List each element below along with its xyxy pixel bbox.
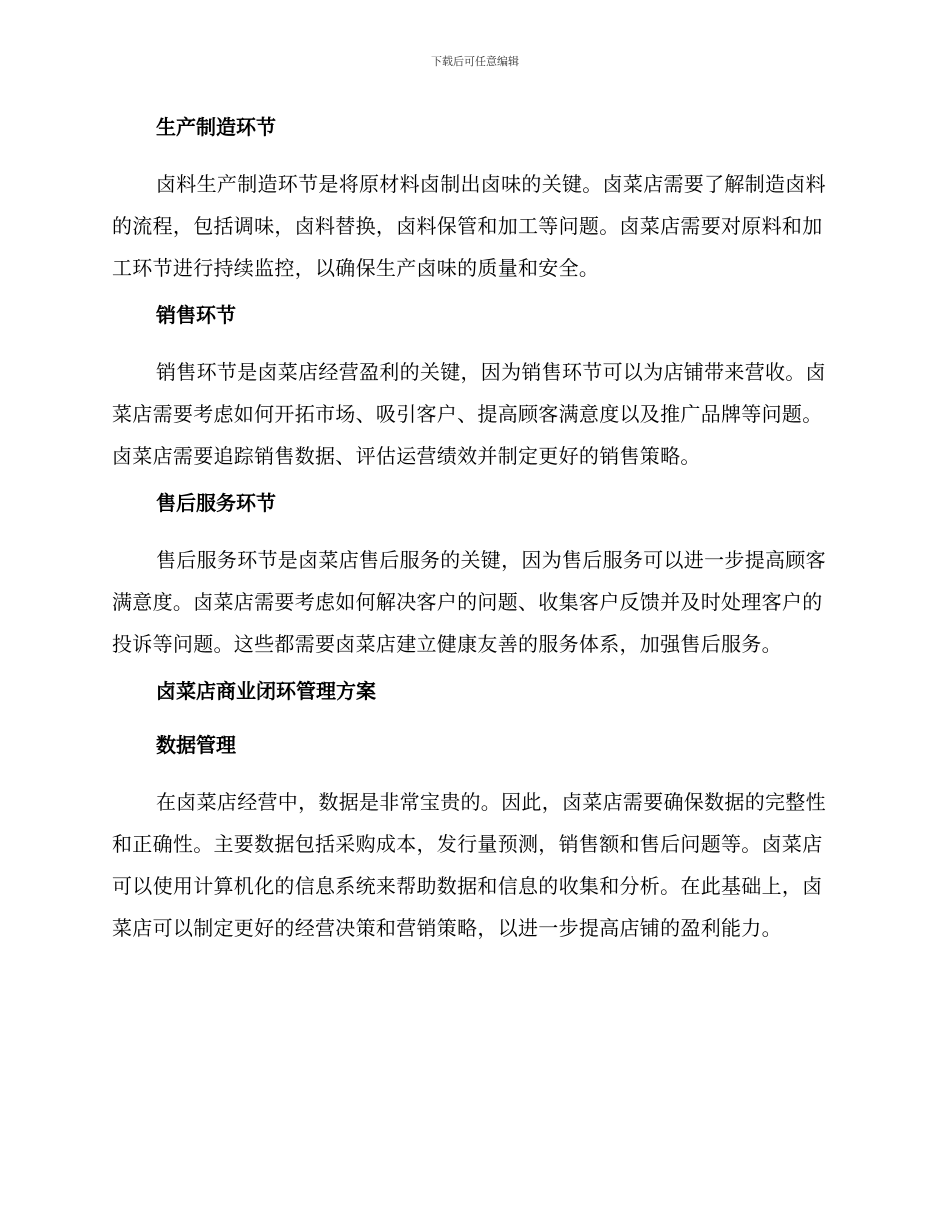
plan-subheading-data-management: 数据管理	[156, 733, 236, 757]
section-paragraph-sales: 销售环节是卤菜店经营盈利的关键，因为销售环节可以为店铺带来营收。卤菜店需要考虑如何开拓市场、吸引客户、提高顾客满意度以及推广品牌等问题。 卤菜店需要追踪销售数据、评估运营绩效并制定更好的销售策略。	[112, 360, 826, 468]
page-header-note: 下载后可任意编辑	[431, 55, 519, 68]
plan-title: 卤菜店商业闭环管理方案	[156, 679, 376, 703]
section-paragraph-production: 卤料生产制造环节是将原材料卤制出卤味的关键。卤菜店需要了解制造卤料的流程，包括调味，卤料替换，卤料保管和加工等问题。卤菜店需要对原料和加工环节进行持续监控，以确保生产卤味的质量和安全。	[112, 172, 826, 280]
section-paragraph-after-sales: 售后服务环节是卤菜店售后服务的关键，因为售后服务可以进一步提高顾客满意度。卤菜店需要考虑如何解决客户的问题、收集客户反馈并及时处理客户的投诉等问题。这些都需要卤菜店建立健康友善的服务体系，加强售后服务。	[112, 548, 826, 656]
section-heading-sales: 销售环节	[156, 303, 236, 327]
section-heading-after-sales: 售后服务环节	[156, 491, 276, 515]
plan-paragraph-data-management: 在卤菜店经营中，数据是非常宝贵的。因此，卤菜店需要确保数据的完整性和正确性。主要数据包括采购成本，发行量预测，销售额和售后问题等。卤菜店可以使用计算机化的信息系统来帮助数据和信息的收集和分析。在此基础上，卤菜店可以制定更好的经营决策和营销策略，以进一步提高店铺的盈利能力。	[112, 790, 826, 940]
section-heading-production: 生产制造环节	[156, 115, 276, 139]
document-body	[112, 110, 834, 949]
